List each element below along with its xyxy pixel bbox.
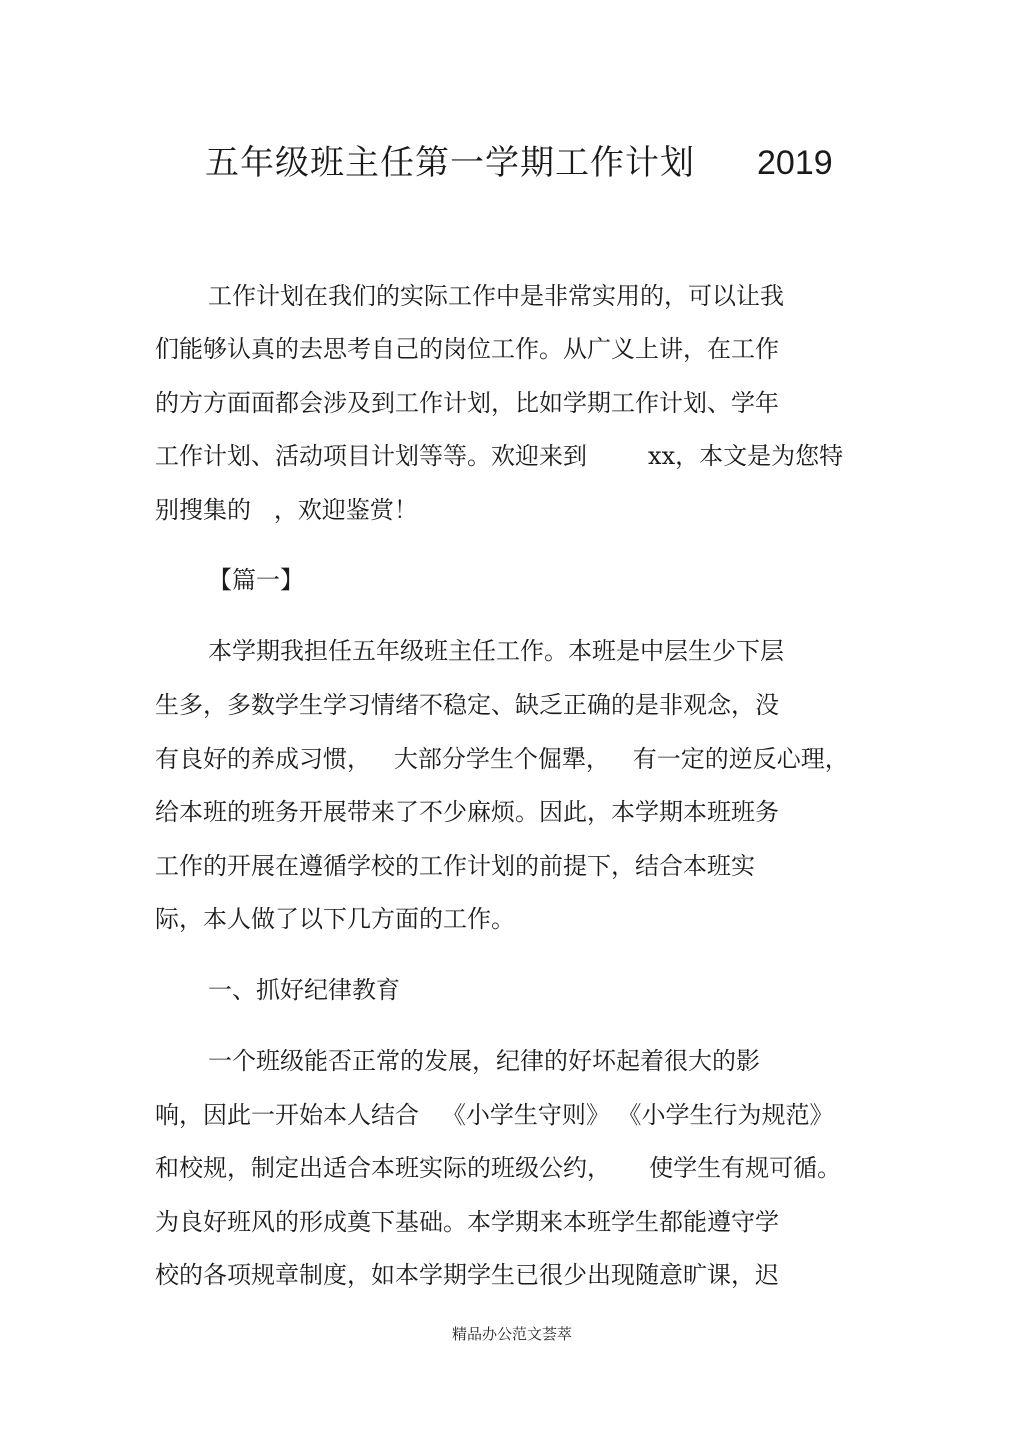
para1-line: 给本班的班务开展带来了不少麻烦。因此，本学期本班班务 <box>155 798 779 826</box>
para1-line: 本学期我担任五年级班主任工作。本班是中层生少下层 <box>208 637 784 665</box>
para1-line: 有良好的养成习惯， 大部分学生个倔犟， 有一定的逆反心理， <box>155 745 849 773</box>
para2-line: 一个班级能否正常的发展，纪律的好坏起着很大的影 <box>208 1047 760 1075</box>
subheading: 一、抓好纪律教育 <box>208 976 400 1004</box>
para2-line: 为良好班风的形成奠下基础。本学期来本班学生都能遵守学 <box>155 1208 779 1236</box>
intro-line: 们能够认真的去思考自己的岗位工作。从广义上讲，在工作 <box>155 335 779 363</box>
intro-line: 的方方面面都会涉及到工作计划，比如学期工作计划、学年 <box>155 389 779 417</box>
para2-line: 响，因此一开始本人结合 《小学生守则》 《小学生行为规范》 <box>155 1101 834 1129</box>
para2-line: 校的各项规章制度，如本学期学生已很少出现随意旷课，迟 <box>155 1261 779 1289</box>
title-year: 2019 <box>757 144 833 182</box>
intro-line: 工作计划、活动项目计划等等。欢迎来到 xx，本文是为您特 <box>155 442 844 470</box>
para2-line: 和校规，制定出适合本班实际的班级公约， 使学生有规可循。 <box>155 1154 842 1182</box>
document-title <box>205 135 833 184</box>
para1-line: 际，本人做了以下几方面的工作。 <box>155 905 515 933</box>
intro-line: 别搜集的 ，欢迎鉴赏！ <box>155 496 418 524</box>
para1-line: 工作的开展在遵循学校的工作计划的前提下，结合本班实 <box>155 852 755 880</box>
section-heading: 【篇一】 <box>208 566 304 594</box>
title-text: 五年级班主任第一学期工作计划 <box>205 143 695 183</box>
page-footer: 精品办公范文荟萃 <box>451 1325 572 1343</box>
para1-line: 生多，多数学生学习情绪不稳定、缺乏正确的是非观念，没 <box>155 691 779 719</box>
intro-line: 工作计划在我们的实际工作中是非常实用的，可以让我 <box>208 282 784 310</box>
